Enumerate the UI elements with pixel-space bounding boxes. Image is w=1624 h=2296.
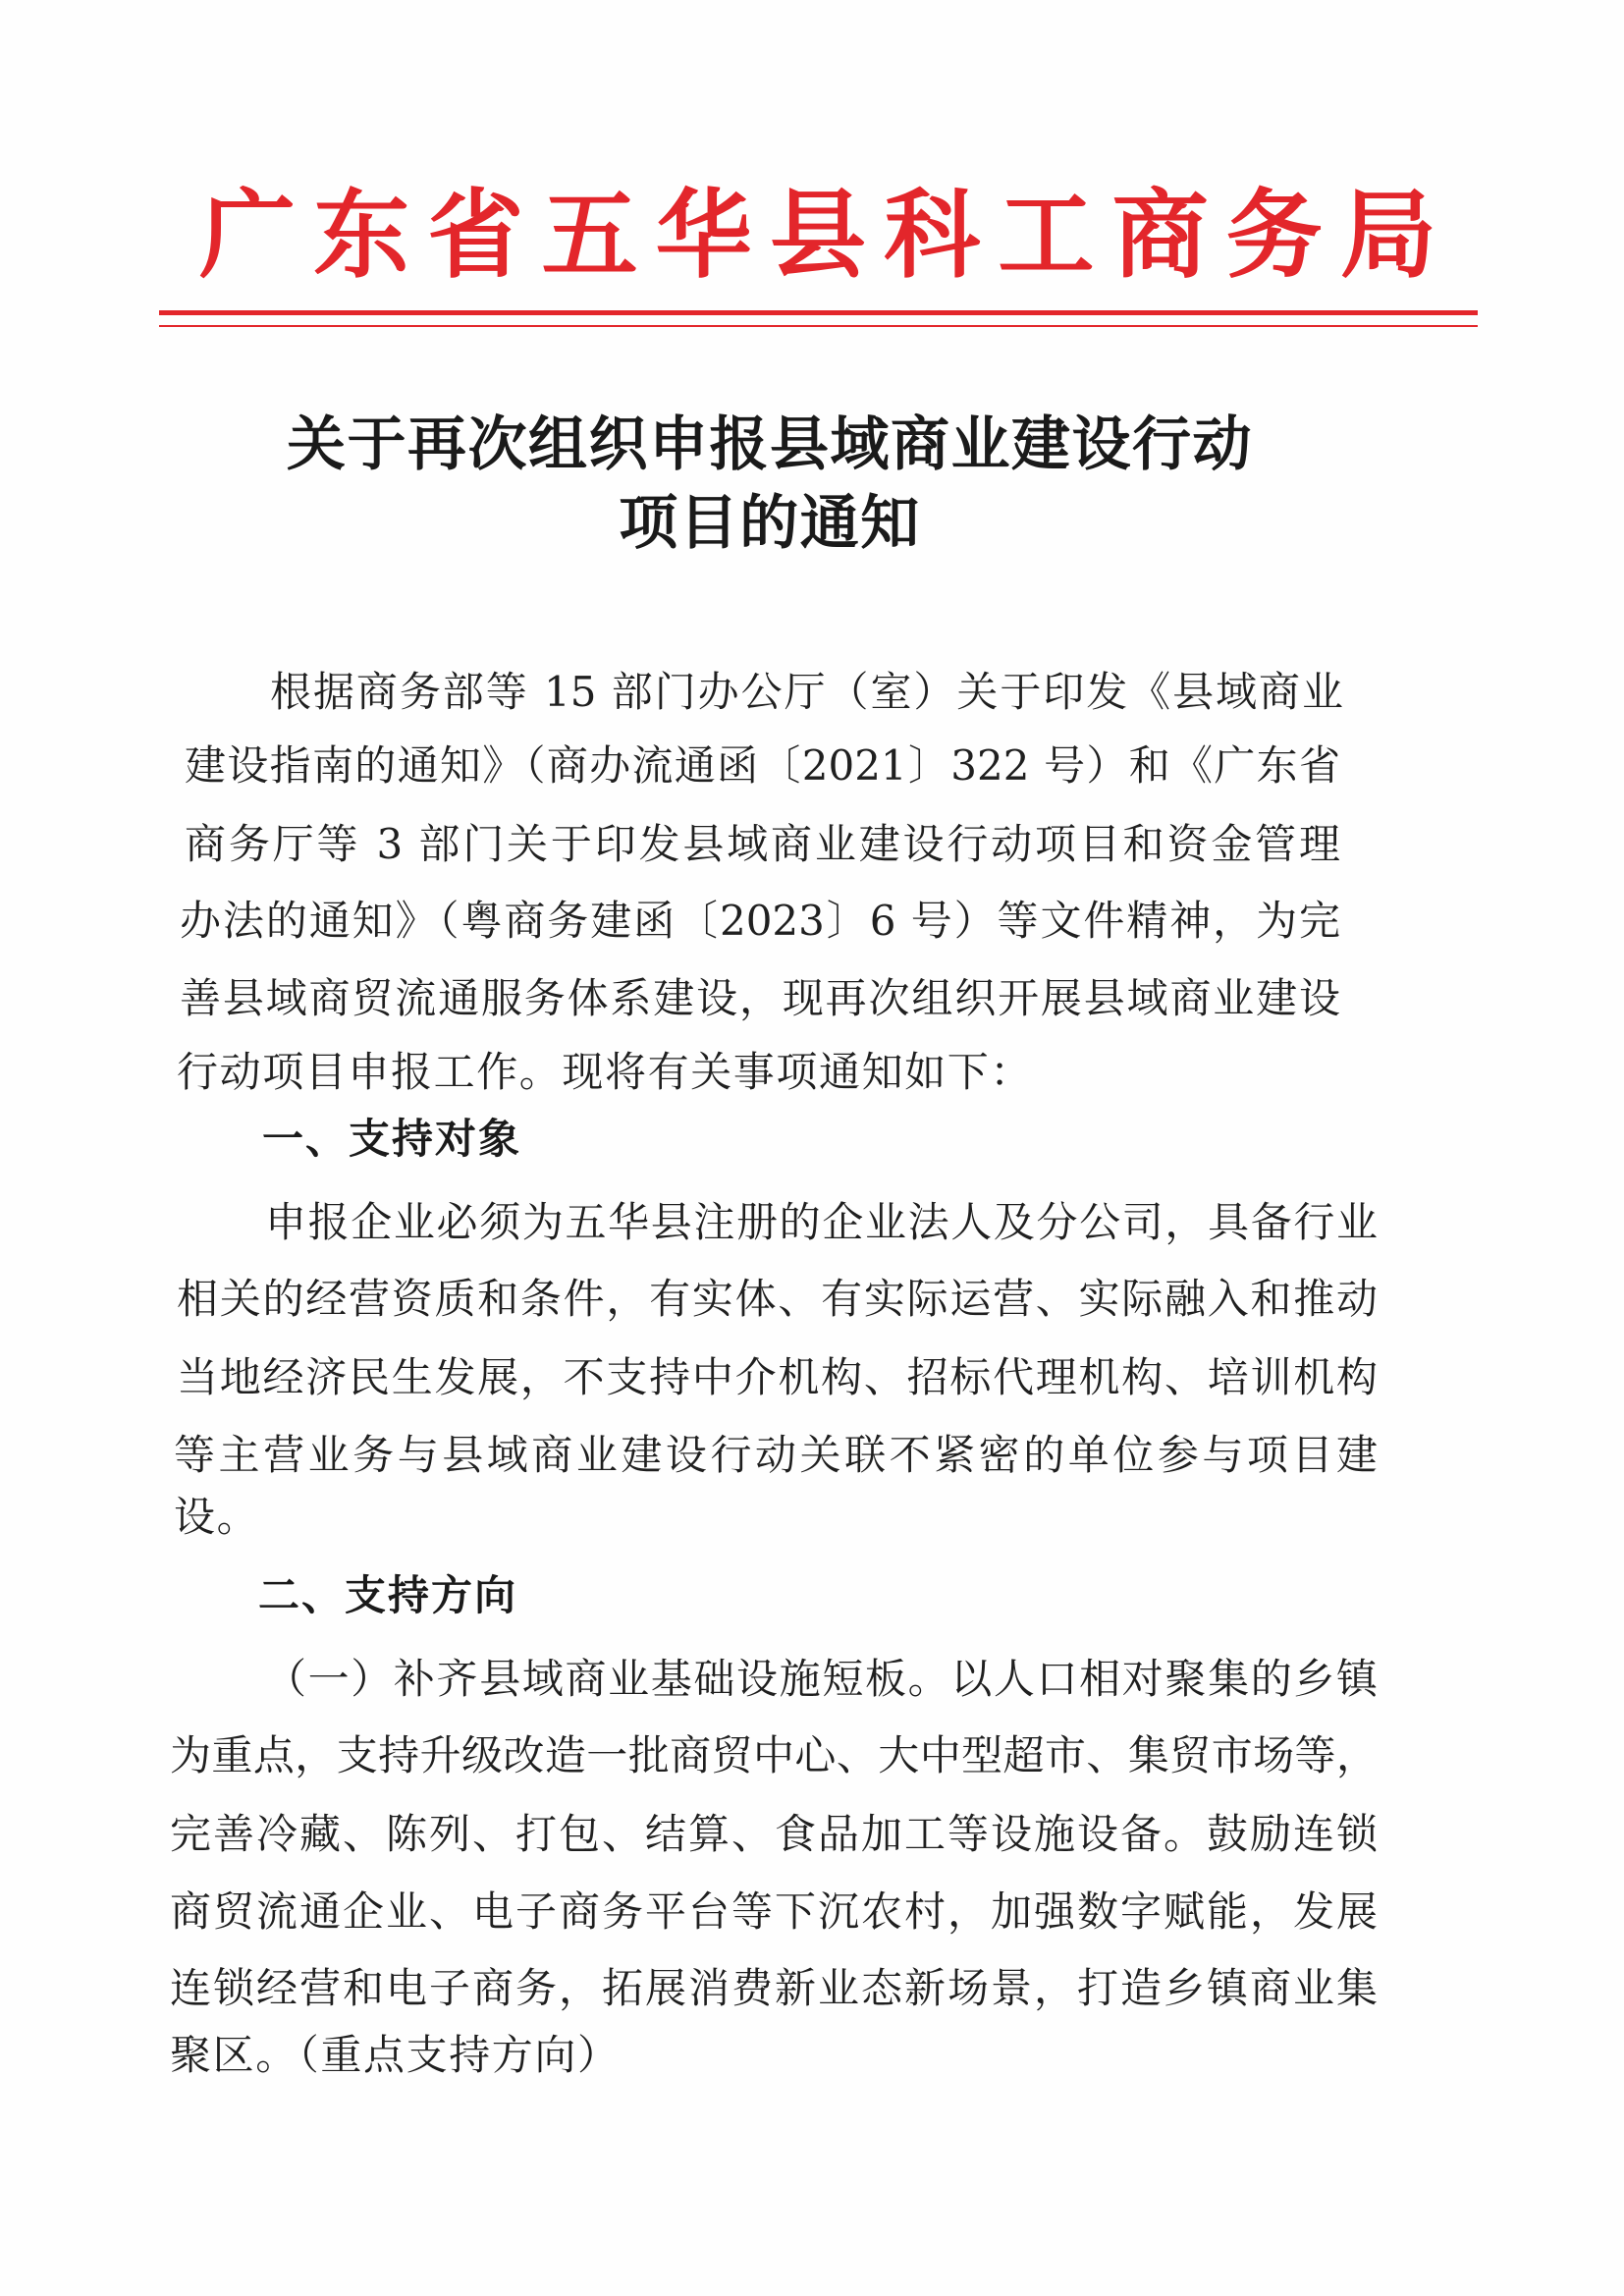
paragraph-line: 连锁经营和电子商务，拓展消费新业态新场景，打造乡镇商业集 [170,1964,1378,2012]
section-heading: 一、支持对象 [262,1115,522,1163]
letterhead-rule-thick [159,310,1478,315]
document-title-line-1: 关于再次组织申报县域商业建设行动 [287,410,1253,479]
section-heading: 二、支持方向 [258,1571,518,1619]
paragraph-line: 申报企业必须为五华县注册的企业法人及分公司，具备行业 [265,1198,1378,1246]
paragraph-line: 建设指南的通知》（商办流通函〔2021〕322 号）和《广东省 [185,741,1340,790]
paragraph-line: 完善冷藏、陈列、打包、结算、食品加工等设施设备。鼓励连锁 [170,1810,1378,1858]
paragraph-line: 聚区。（重点支持方向） [170,2031,621,2079]
paragraph-line: 商务厅等 3 部门关于印发县域商业建设行动项目和资金管理 [185,820,1340,868]
paragraph-line: 为重点，支持升级改造一批商贸中心、大中型超市、集贸市场等， [170,1731,1378,1779]
document-title-line-2: 项目的通知 [619,489,921,558]
paragraph-line: 根据商务部等 15 部门办公厅（室）关于印发《县域商业 [270,668,1343,716]
org-letterhead: 广东省五华县科工商务局 [199,179,1436,292]
paragraph-line: 等主营业务与县域商业建设行动关联不紧密的单位参与项目建 [174,1431,1378,1479]
paragraph-line: 商贸流通企业、电子商务平台等下沉农村，加强数字赋能，发展 [170,1887,1378,1936]
paragraph-line: 善县域商贸流通服务体系建设，现再次组织开展县域商业建设 [180,974,1340,1022]
letterhead-rule-thin [159,325,1478,327]
paragraph-line: 办法的通知》（粤商务建函〔2023〕6 号）等文件精神，为完 [180,897,1340,945]
paragraph-line: 当地经济民生发展，不支持中介机构、招标代理机构、培训机构 [177,1353,1378,1401]
paragraph-line: 相关的经营资质和条件，有实体、有实际运营、实际融入和推动 [177,1275,1378,1323]
paragraph-line: （一）补齐县域商业基础设施短板。以人口相对聚集的乡镇 [265,1655,1378,1703]
paragraph-line: 行动项目申报工作。现将有关事项通知如下： [177,1048,1034,1096]
paragraph-line: 设。 [174,1493,260,1541]
